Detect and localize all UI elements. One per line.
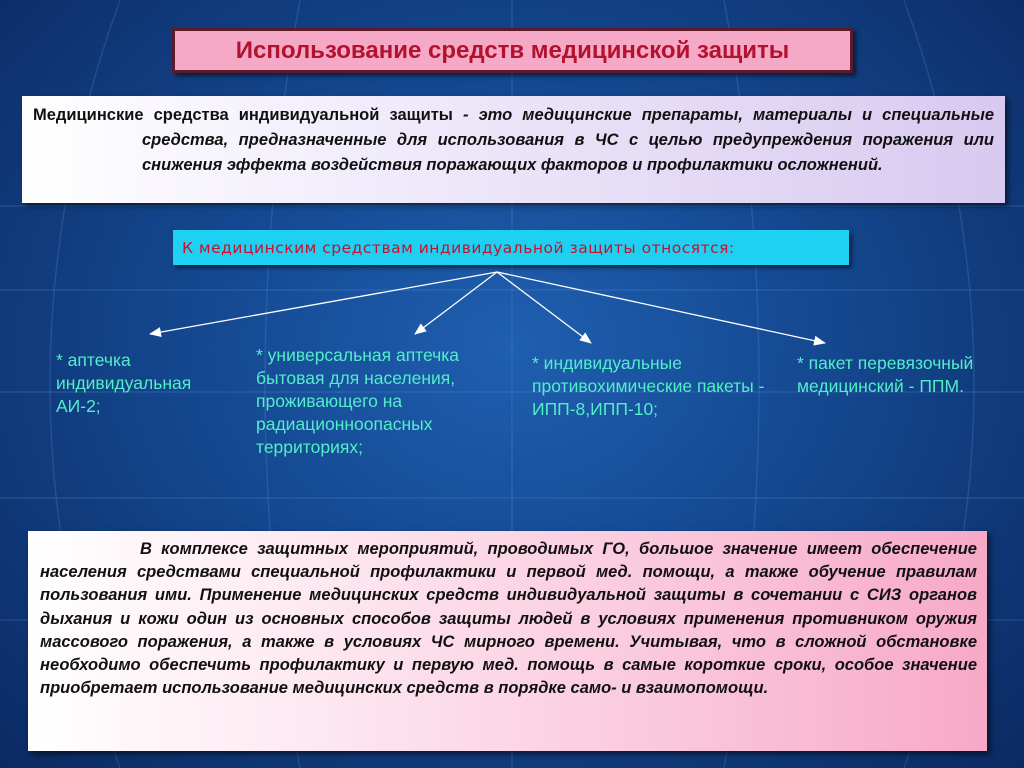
item-chemical-packets: * индивидуальные противохимические пакеты - ИПП-8,ИПП-10; [532,353,765,419]
item-universal-kit: * универсальная аптечка бытовая для населения, проживающего на радиационноопасных территориях; [256,345,460,457]
arrow-to-item-2 [415,272,497,334]
item-dressing-packet: * пакет перевязочный медицинский - ППМ. [797,353,974,396]
item-first-aid-kit: * аптечка индивидуальная АИ-2; [56,350,192,416]
definition-term: Медицинские средства индивидуальной защиты [33,106,453,124]
summary-box [28,531,987,751]
definition-body: - это медицинские препараты, материалы и специальные средства, предназначенные для использования в ЧС с целью предупреждения поражения или снижения эффекта воздействия поражающих факторов и профилактики осложнений. [142,106,994,174]
arrow-to-item-1 [150,272,497,334]
page-title: Использование средств медицинской защиты [235,36,790,64]
summary-paragraph: В комплексе защитных мероприятий, проводимых ГО, большое значение имеет обеспечение населения средствами специальной профилактики и первой мед. помощи, а также обучение правилам пользования ими. Применение медицинских средств индивидуальной защиты в сочетании с СИЗ органов дыхания и кожи один из основных способов защиты людей в условиях применения противником оружия массового поражения, а также в условиях ЧС мирного времени. Учитывая, что в сложной обстановке необходимо обеспечить профилактику и первую мед. помощь в самые короткие сроки, особое значение приобретает использование медицинских средств в порядке само- и взаимопомощи. [40,540,977,698]
subtitle-text: К медицинским средствам индивидуальной защиты относятся: [182,238,735,257]
arrow-to-item-4 [497,272,825,343]
